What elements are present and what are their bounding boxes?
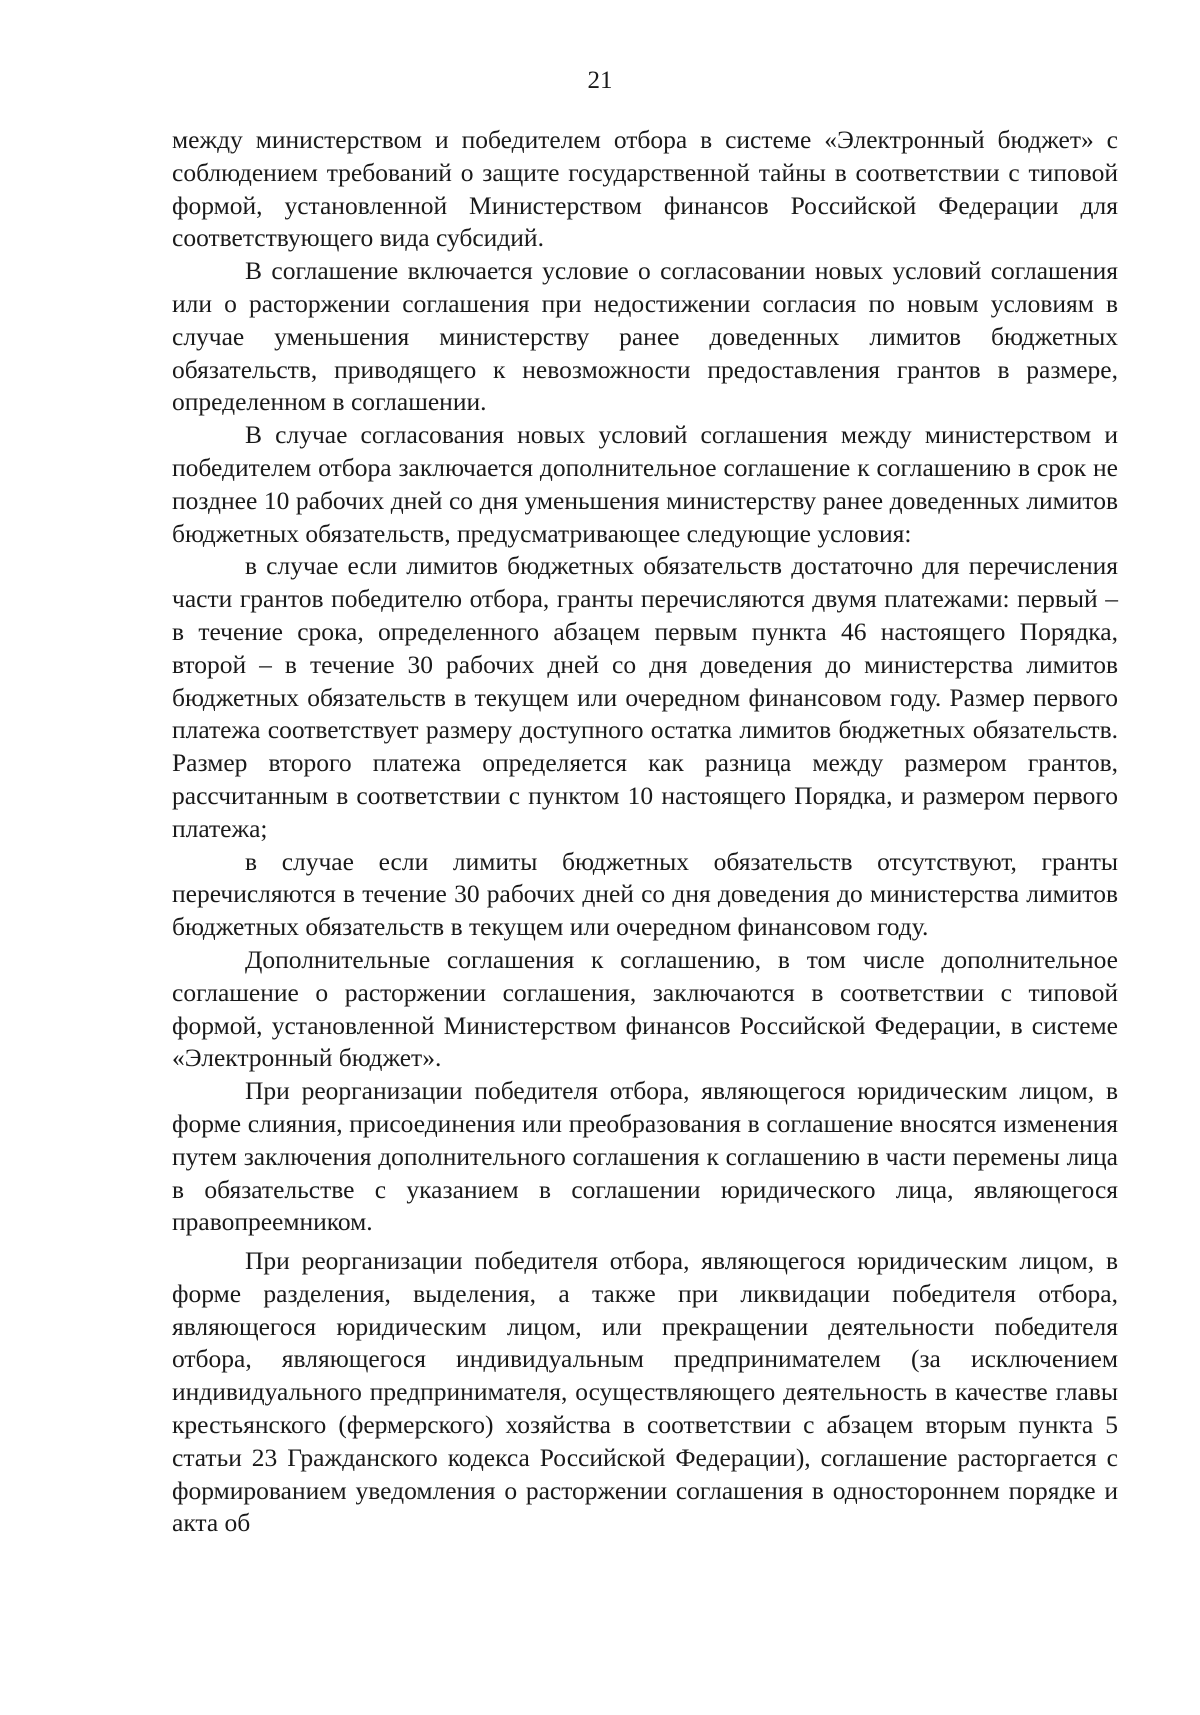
paragraph-no-limits: в случае если лимиты бюджетных обязательств отсутствуют, гранты перечисляются в течение 30 рабочих дней со дня доведения до министерства лимитов бюджетных обязательств в текущем или очередном финансовом году. [172, 846, 1118, 942]
paragraph-additional-agreements-form: Дополнительные соглашения к соглашению, в том числе дополнительное соглашение о расторжении соглашения, заключаются в соответствии с типовой формой, установленной Министерством финансов Российской Федерации, в системе «Электронный бюджет». [172, 944, 1118, 1073]
page-number: 21 [587, 67, 613, 94]
paragraph-agreement-condition: В соглашение включается условие о согласовании новых условий соглашения или о расторжении соглашения при недостижении согласия по новым условиям в случае уменьшения министерству ранее доведенных лимитов бюджетных обязательств, приводящего к невозможности предоставления грантов в размере, определенном в соглашении. [172, 256, 1118, 417]
document-body [172, 124, 1118, 1540]
paragraph-two-payments: в случае если лимитов бюджетных обязательств достаточно для перечисления части грантов победителю отбора, гранты перечисляются двумя платежами: первый – в течение срока, определенного абзацем первым пункта 46 настоящего Порядка, второй – в течение 30 рабочих дней со дня доведения до министерства лимитов бюджетных обязательств в текущем или очередном финансовом году. Размер первого платежа соответствует размеру доступного остатка лимитов бюджетных обязательств. Размер второго платежа определяется как разница между размером грантов, рассчитанным в соответствии с пунктом 10 настоящего Порядка, и размером первого платежа; [172, 551, 1118, 843]
paragraph-continuation: между министерством и победителем отбора в системе «Электронный бюджет» с соблюдением требований о защите государственной тайны в соответствии с типовой формой, установленной Министерством финансов Российской Федерации для соответствующего вида субсидий. [172, 125, 1118, 253]
paragraph-reorganization-merger: При реорганизации победителя отбора, являющегося юридическим лицом, в форме слияния, присоединения или преобразования в соглашение вносятся изменения путем заключения дополнительного соглашения к соглашению в части перемены лица в обязательстве с указанием в соглашении юридического лица, являющегося правопреемником. [172, 1076, 1118, 1237]
paragraph-reorganization-division: При реорганизации победителя отбора, являющегося юридическим лицом, в форме разделения, выделения, а также при ликвидации победителя отбора, являющегося юридическим лицом, или прекращении деятельности победителя отбора, являющегося индивидуальным предпринимателем (за исключением индивидуального предпринимателя, осуществляющего деятельность в качестве главы крестьянского (фермерского) хозяйства в соответствии с абзацем вторым пункта 5 статьи 23 Гражданского кодекса Российской Федерации), соглашение расторгается с формированием уведомления о расторжении соглашения в одностороннем порядке и акта об [172, 1246, 1118, 1538]
paragraph-additional-agreement: В случае согласования новых условий соглашения между министерством и победителем отбора заключается дополнительное соглашение к соглашению в срок не позднее 10 рабочих дней со дня уменьшения министерству ранее доведенных лимитов бюджетных обязательств, предусматривающее следующие условия: [172, 420, 1118, 548]
